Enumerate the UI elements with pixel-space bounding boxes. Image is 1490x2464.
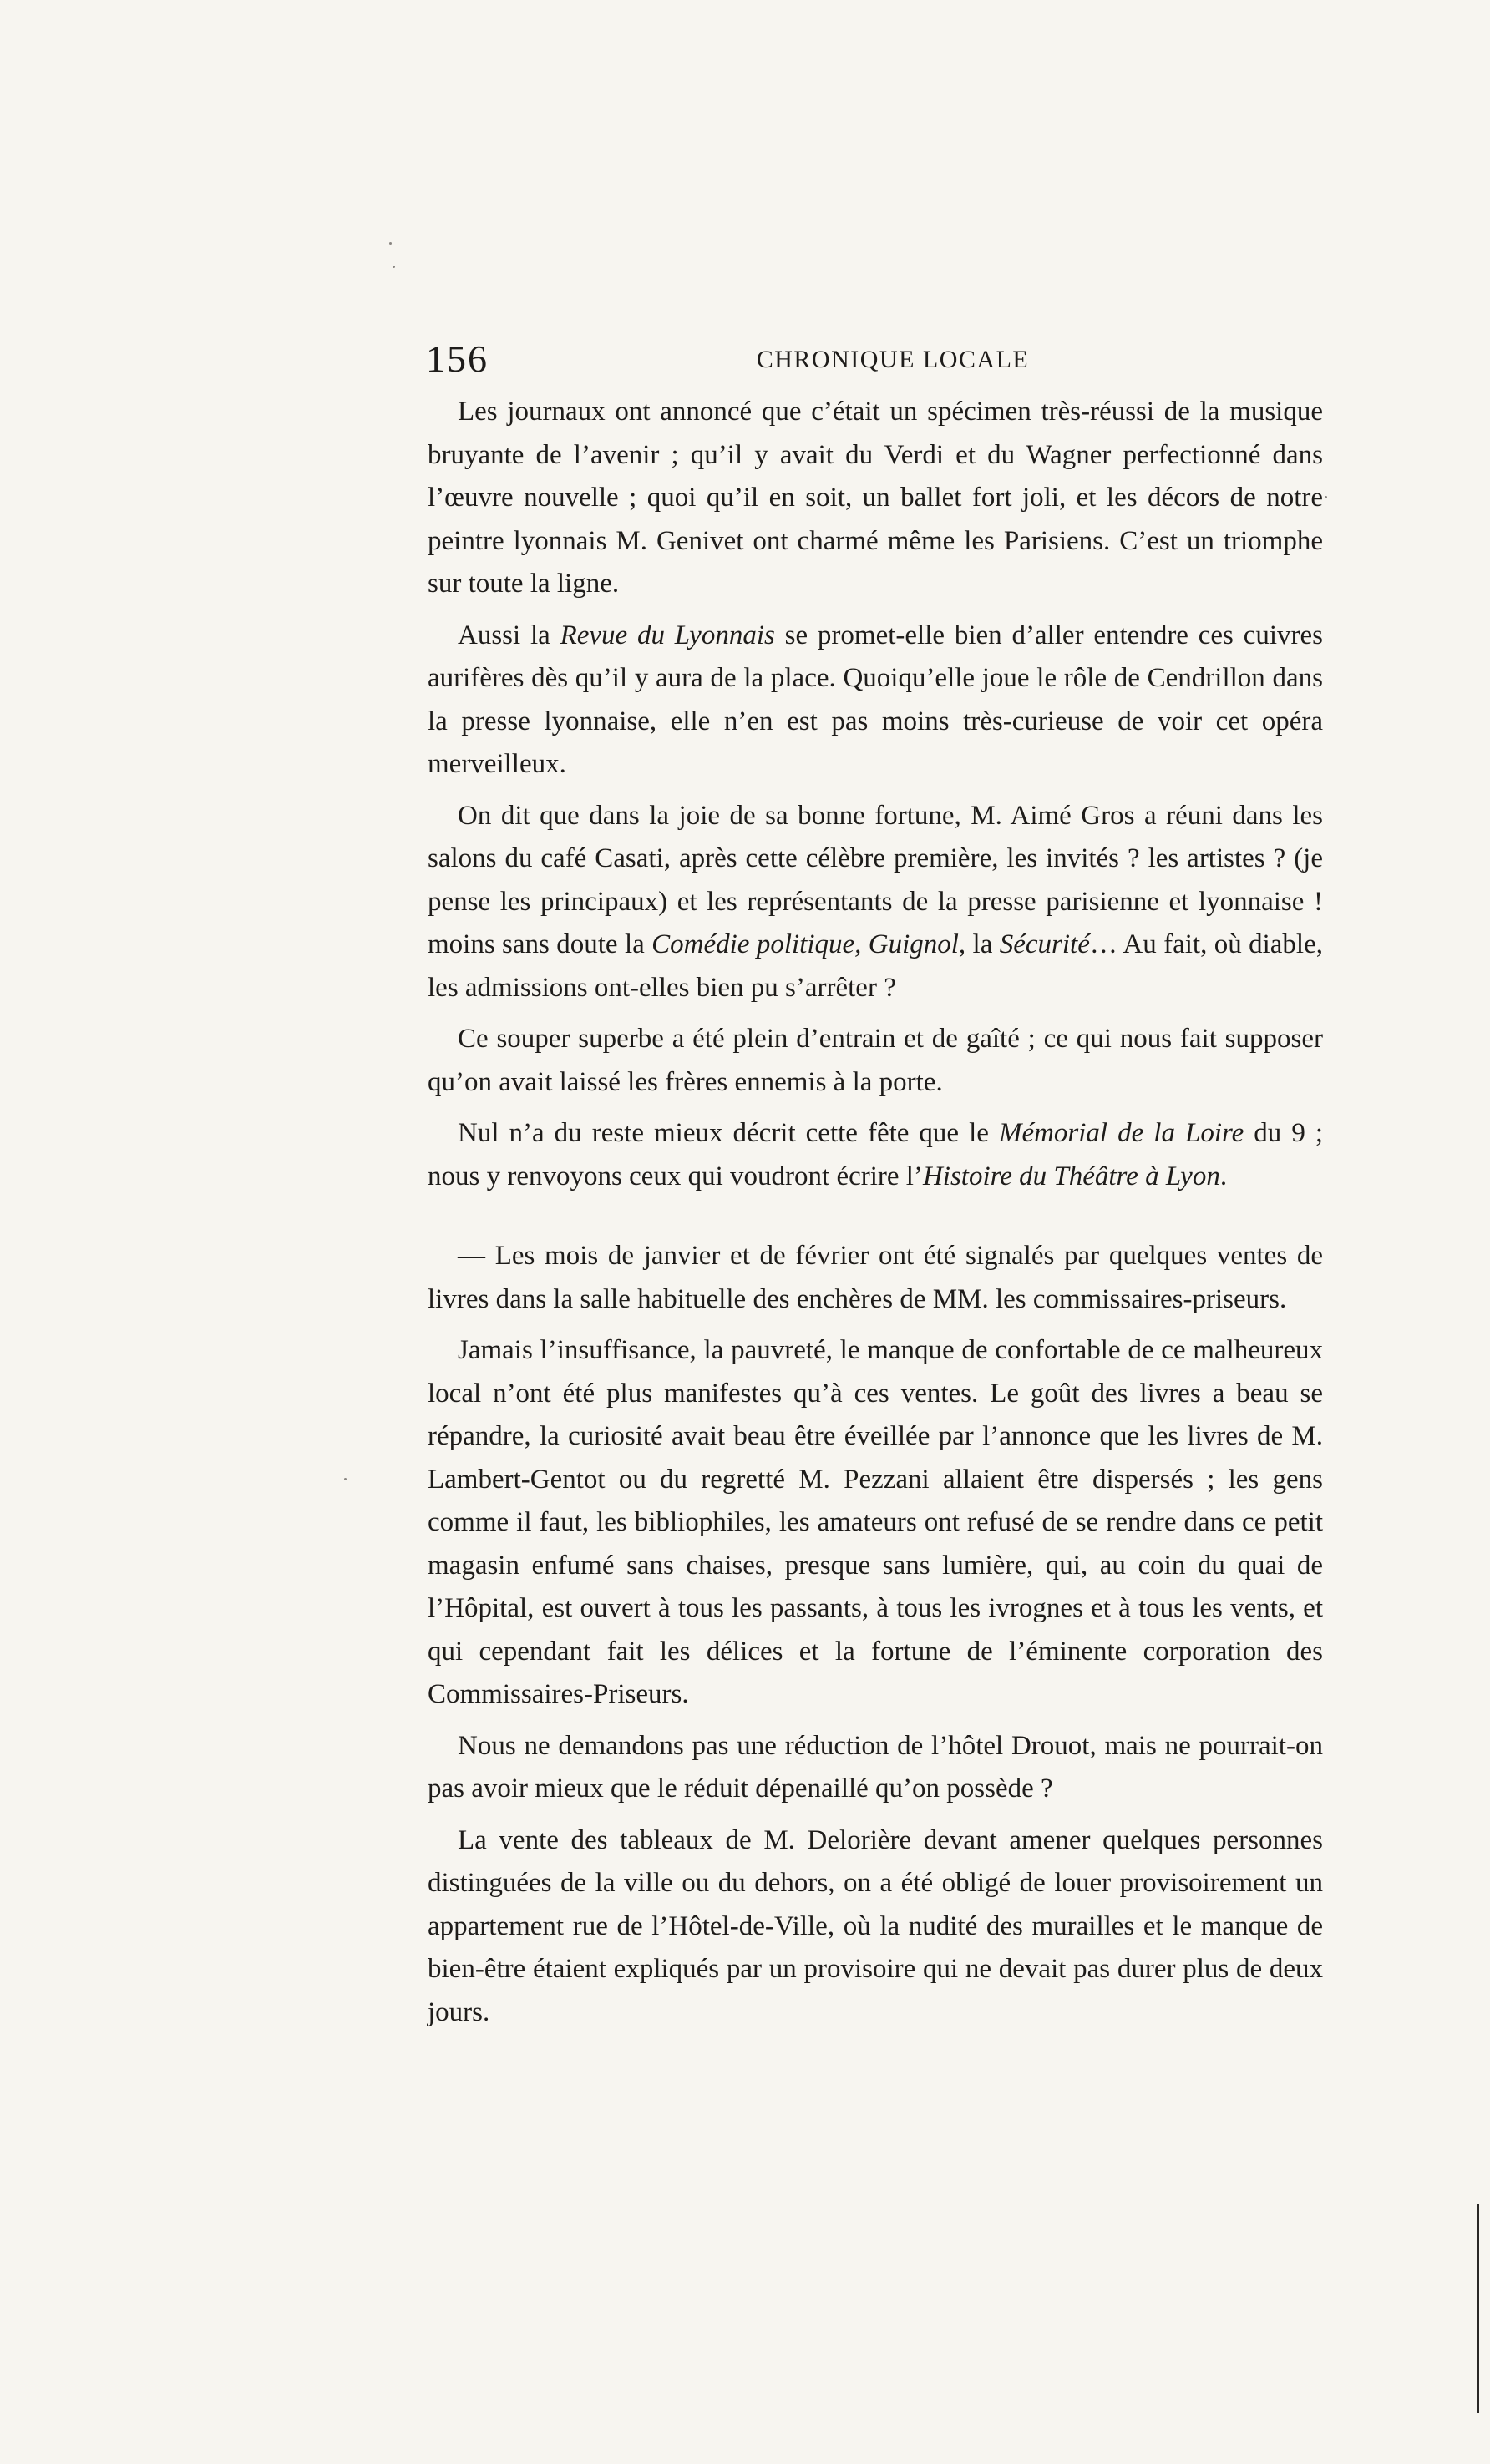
paragraph xyxy=(428,1819,1323,2035)
text-run: du 9 ; nous y renvoyons ceux qui voudront écrire l’ xyxy=(428,1118,1324,1192)
scan-speck xyxy=(393,266,395,268)
text-run: Nous ne demandons pas une réduction de l’hôtel Drouot, mais ne pourrait-on pas avoir mieux que le réduit dépenaillé qu’on possède ? xyxy=(428,1730,1323,1804)
text-run: La vente des tableaux de M. Delorière devant amener quelques personnes distinguées de la ville ou du dehors, on a été obligé de louer provisoirement un appartement rue de l’Hôtel-de-Ville, où la nudité des murailles et le manque de bien-être étaient expliqués par un provisoire qui ne devait pas durer plus de deux jours. xyxy=(428,1824,1323,2027)
text-run: Aussi la xyxy=(458,620,560,650)
paragraph xyxy=(428,391,1323,606)
paragraph xyxy=(428,795,1323,1010)
text-run: la xyxy=(965,929,1000,959)
page-number: 156 xyxy=(426,337,489,380)
text-run: On dit que dans la joie de sa bonne fortune, M. Aimé Gros a réuni dans les salons du café Casati, après cette célèbre première, les invités ? les artistes ? (je pense les principaux) et les représentants de la presse parisienne et lyonnaise ! moins sans doute la xyxy=(428,800,1323,959)
text-run: — Les mois de janvier et de février ont été signalés par quelques ventes de livres dans la salle habituelle des enchères de MM. les commissaires-priseurs. xyxy=(428,1241,1323,1314)
scan-speck xyxy=(389,242,392,245)
text-run: Nul n’a du reste mieux décrit cette fête que le xyxy=(458,1118,999,1148)
paragraph xyxy=(428,1112,1323,1198)
running-title: CHRONIQUE LOCALE xyxy=(756,346,1030,373)
text-run: Les journaux ont annoncé que c’était un spécimen très-réussi de la musique bruyante de l’avenir ; qu’il y avait du Verdi et du Wagner perfectionné dans l’œuvre nouvelle ; quoi qu’il en soit, un ballet fort joli, et les décors de notre peintre lyonnais M. Genivet ont charmé même les Parisiens. C’est un triomphe sur toute la ligne. xyxy=(428,397,1323,599)
paragraph xyxy=(428,1235,1323,1321)
italic-title: Comédie politique, Guignol, xyxy=(651,929,966,959)
paragraph xyxy=(428,615,1323,787)
page-header xyxy=(426,334,1326,384)
text-run: se promet-elle bien d’aller entendre ces cuivres aurifères dès qu’il y aura de la place. Quoiqu’elle joue le rôle de Cendrillon dans la presse lyonnaise, elle n’en est pas moins très-curieuse de voir cet opéra merveilleux. xyxy=(428,620,1323,779)
body-text xyxy=(428,391,1323,2042)
scan-speck xyxy=(1325,496,1327,498)
text-run: Jamais l’insuffisance, la pauvreté, le manque de confortable de ce malheureux local n’ont été plus manifestes qu’à ces ventes. Le goût des livres a beau se répandre, la curiosité avait beau être éveillée par l’annonce que les livres de M. Lambert-Gentot ou du regretté M. Pezzani allaient être dispersés ; les gens comme il faut, les bibliophiles, les amateurs ont refusé de se rendre dans ce petit magasin enfumé sans chaises, presque sans lumière, qui, au coin du quai de l’Hôpital, est ouvert à tous les passants, à tous les ivrognes et à tous les vents, et qui cependant fait les délices et la fortune de l’éminente corporation des Commissaires-Priseurs. xyxy=(428,1335,1323,1709)
paragraph xyxy=(428,1018,1323,1104)
paragraph xyxy=(428,1725,1323,1811)
page-edge-mark xyxy=(1477,2204,1479,2413)
italic-title: Histoire du Théâtre à Lyon xyxy=(922,1161,1220,1192)
italic-title: Sécurité xyxy=(999,929,1090,959)
paragraph xyxy=(428,1329,1323,1717)
text-run: . xyxy=(1219,1161,1228,1192)
text-run: … Au fait, où diable, les admissions ont-elles bien pu s’arrêter ? xyxy=(428,929,1323,1003)
scan-speck xyxy=(344,1478,347,1480)
italic-title: Revue du Lyonnais xyxy=(560,620,775,650)
text-run: Ce souper superbe a été plein d’entrain et de gaîté ; ce qui nous fait supposer qu’on avait laissé les frères ennemis à la porte. xyxy=(428,1024,1323,1097)
italic-title: Mémorial de la Loire xyxy=(998,1118,1244,1148)
